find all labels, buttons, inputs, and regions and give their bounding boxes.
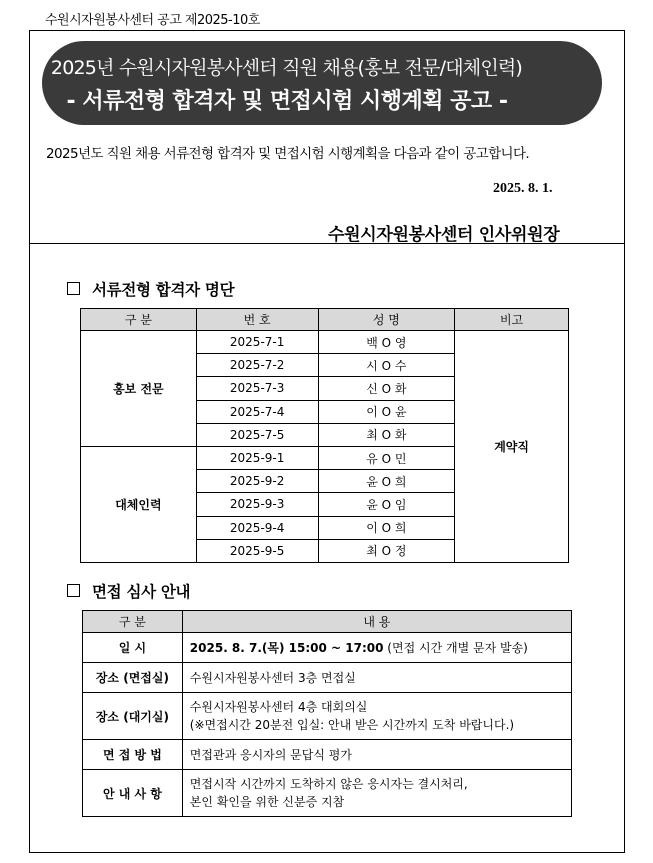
header-category: 구 분 <box>83 611 183 633</box>
applicant-number: 2025-9-4 <box>196 516 318 539</box>
schedule-note: (면접 시간 개별 문자 발송) <box>383 641 528 655</box>
row-content: 수원시자원봉사센터 3층 면접실 <box>182 663 571 693</box>
table-row <box>83 693 572 740</box>
applicant-name: 시 O 수 <box>318 354 455 377</box>
notice-number: 수원시자원봉사센터 공고 제2025-10호 <box>45 13 260 28</box>
header-content: 내 용 <box>182 611 571 633</box>
applicant-name: 최 O 화 <box>318 423 455 446</box>
applicant-name: 이 O 윤 <box>318 400 455 423</box>
header-note: 비고 <box>455 309 569 331</box>
group-label: 홍보 전문 <box>81 331 197 447</box>
note-cell: 계약직 <box>455 331 569 563</box>
applicant-number: 2025-7-5 <box>196 423 318 446</box>
applicant-name: 윤 O 임 <box>318 493 455 516</box>
applicant-name: 최 O 정 <box>318 539 455 562</box>
applicant-number: 2025-7-1 <box>196 331 318 354</box>
section-title: 면접 심사 안내 <box>92 583 191 601</box>
table-row <box>83 633 572 663</box>
applicant-name: 신 O 화 <box>318 377 455 400</box>
applicant-number: 2025-9-2 <box>196 470 318 493</box>
banner-subtitle: - 서류전형 합격자 및 면접시험 시행계획 공고 - <box>66 89 508 114</box>
content-line: 본인 확인을 위한 신분증 지참 <box>189 795 345 809</box>
section-heading-applicants <box>67 278 234 300</box>
intro-text: 2025년도 직원 채용 서류전형 합격자 및 면접시험 시행계획을 다음과 같이 공고합니다. <box>46 146 530 162</box>
table-row <box>81 331 569 354</box>
applicant-number: 2025-9-1 <box>196 446 318 469</box>
row-content <box>182 633 571 663</box>
notice-date: 2025. 8. 1. <box>493 181 553 196</box>
applicant-name: 백 O 영 <box>318 331 455 354</box>
table-header-row <box>83 611 572 633</box>
row-content: 면접관과 응시자의 문답식 평가 <box>182 740 571 770</box>
row-label: 면 접 방 법 <box>83 740 183 770</box>
applicant-number: 2025-7-3 <box>196 377 318 400</box>
header-name: 성 명 <box>318 309 455 331</box>
table-header-row <box>81 309 569 331</box>
group-label: 대체인력 <box>81 446 197 562</box>
applicant-number: 2025-7-2 <box>196 354 318 377</box>
applicant-number: 2025-7-4 <box>196 400 318 423</box>
row-content <box>182 770 571 817</box>
row-label: 장소 (면접실) <box>83 663 183 693</box>
square-bullet-icon <box>67 282 80 295</box>
header-number: 번 호 <box>196 309 318 331</box>
section-title: 서류전형 합격자 명단 <box>92 281 235 299</box>
square-bullet-icon <box>67 584 80 597</box>
table-row <box>83 770 572 817</box>
content-line: 수원시자원봉사센터 4층 대회의실 <box>189 700 368 714</box>
applicant-number: 2025-9-3 <box>196 493 318 516</box>
table-row <box>83 740 572 770</box>
applicant-number: 2025-9-5 <box>196 539 318 562</box>
row-label: 장소 (대기실) <box>83 693 183 740</box>
row-label: 안 내 사 항 <box>83 770 183 817</box>
title-banner <box>42 41 602 125</box>
section-heading-interview <box>67 580 190 602</box>
applicant-name: 이 O 희 <box>318 516 455 539</box>
signer: 수원시자원봉사센터 인사위원장 <box>328 225 560 245</box>
banner-title: 2025년 수원시자원봉사센터 직원 채용(홍보 전문/대체인력) <box>50 57 523 79</box>
row-content <box>182 693 571 740</box>
row-label: 일 시 <box>83 633 183 663</box>
header-category: 구 분 <box>81 309 197 331</box>
content-line: (※면접시간 20분전 입실: 안내 받은 시간까지 도착 바랍니다.) <box>189 718 515 732</box>
content-line: 면접시작 시간까지 도착하지 않은 응시자는 결시처리, <box>189 777 468 791</box>
applicants-table <box>80 308 569 563</box>
applicant-name: 윤 O 희 <box>318 470 455 493</box>
interview-table <box>82 610 572 817</box>
schedule-datetime: 2025. 8. 7.(목) 15:00 ~ 17:00 <box>189 641 384 655</box>
table-row <box>83 663 572 693</box>
applicant-name: 유 O 민 <box>318 446 455 469</box>
